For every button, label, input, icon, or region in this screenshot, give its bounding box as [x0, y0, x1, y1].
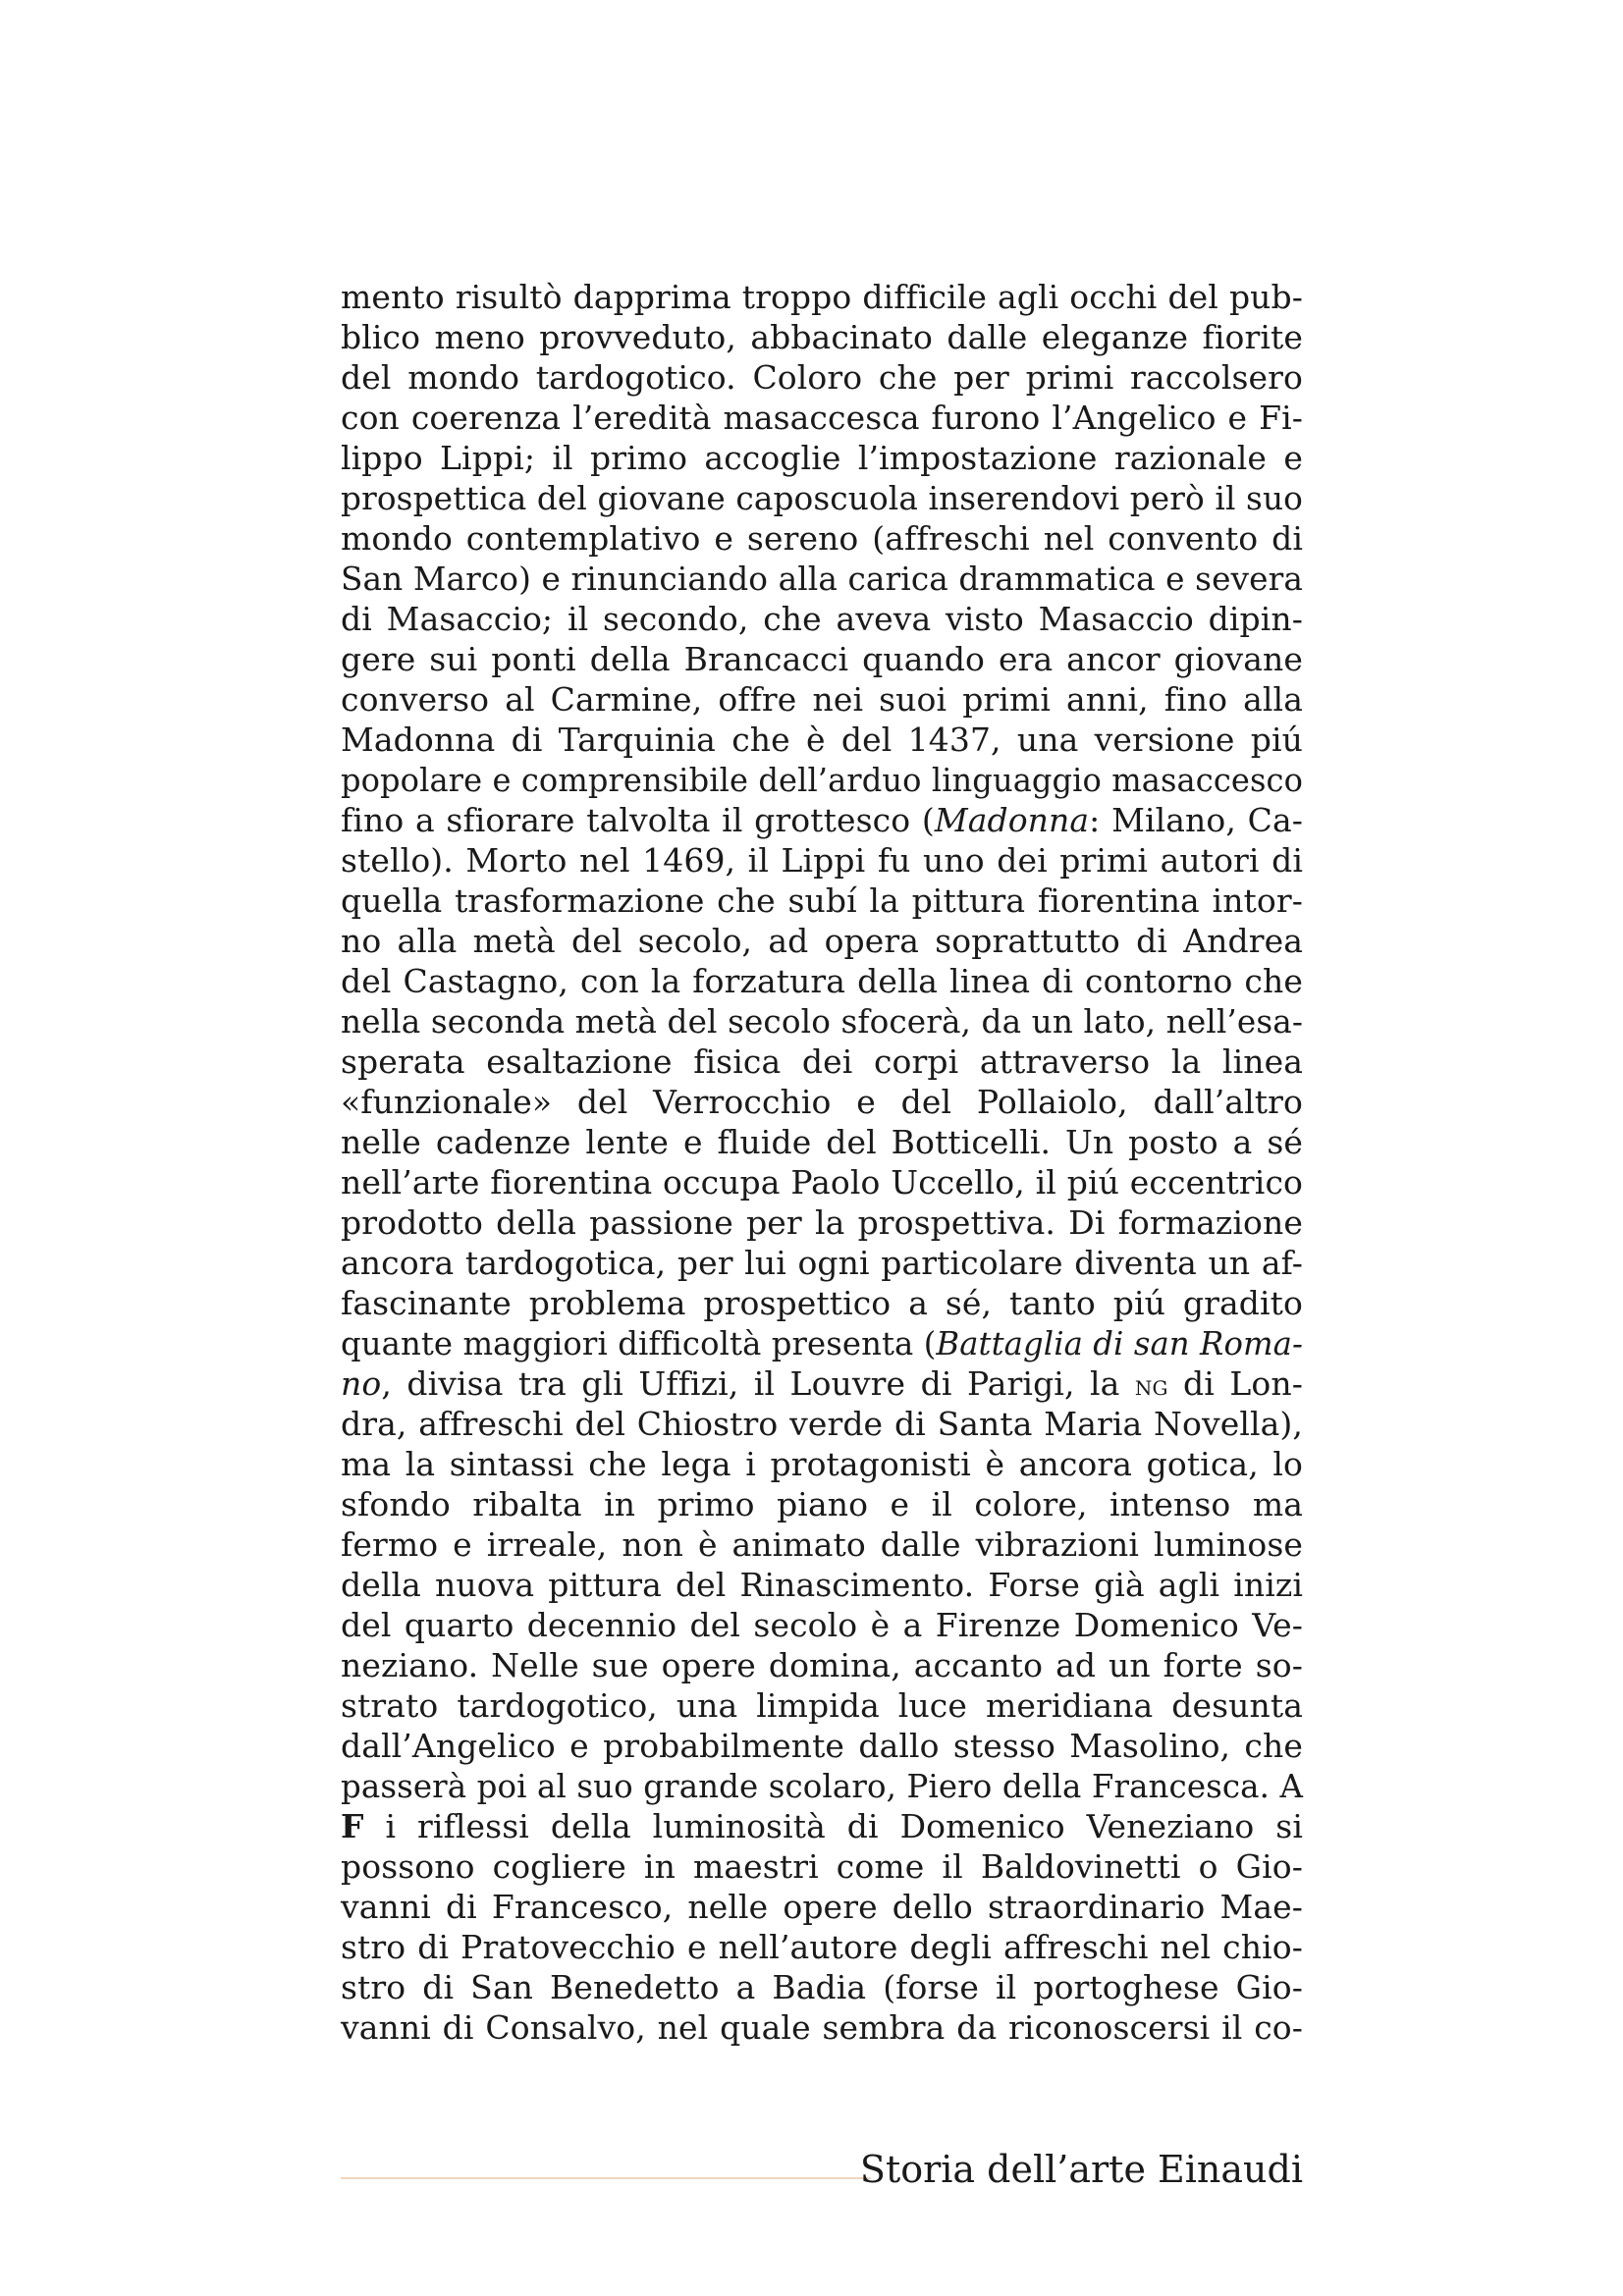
- text-segment: vanni di Consalvo, nel quale sembra da riconoscersi il co-: [341, 2008, 1303, 2047]
- text-line: [341, 1444, 1303, 1484]
- text-line: [341, 438, 1303, 478]
- text-segment: stro di San Benedetto a Badia (forse il portoghese Gio-: [341, 1968, 1303, 2006]
- text-segment: , divisa tra gli Uffizi, il Louvre di Parigi, la: [381, 1364, 1135, 1403]
- text-segment: dra, affreschi del Chiostro verde di Santa Maria Novella),: [341, 1405, 1303, 1443]
- text-line: [341, 760, 1303, 800]
- text-line: [341, 1726, 1303, 1766]
- footer-rule: [341, 2177, 871, 2179]
- text-segment: converso al Carmine, offre nei suoi primi anni, fino alla: [341, 680, 1303, 719]
- text-line: [341, 881, 1303, 921]
- text-line: [341, 599, 1303, 639]
- text-segment: mondo contemplativo e sereno (affreschi nel convento di: [341, 519, 1303, 558]
- text-line: [341, 478, 1303, 518]
- text-line: [341, 1927, 1303, 1967]
- text-segment: di Lon-: [1167, 1364, 1303, 1403]
- footer-title: Storia dell’arte Einaudi: [859, 2148, 1303, 2191]
- italic-text: Madonna: [934, 801, 1090, 839]
- text-line: [341, 1806, 1303, 1846]
- text-line: [341, 1283, 1303, 1323]
- text-segment: ma la sintassi che lega i protagonisti è ancora gotica, lo: [341, 1445, 1303, 1483]
- text-line: [341, 921, 1303, 961]
- text-line: [341, 1082, 1303, 1122]
- text-segment: nell’arte fiorentina occupa Paolo Uccello, il piú eccentrico: [341, 1163, 1303, 1201]
- text-line: [341, 1484, 1303, 1524]
- text-segment: prodotto della passione per la prospettiva. Di formazione: [341, 1203, 1303, 1242]
- text-segment: sfondo ribalta in primo piano e il colore, intenso ma: [341, 1485, 1303, 1523]
- text-segment: stro di Pratovecchio e nell’autore degli affreschi nel chio-: [341, 1928, 1303, 1966]
- text-segment: quella trasformazione che subí la pittura fiorentina intor-: [341, 881, 1303, 920]
- text-line: [341, 961, 1303, 1001]
- body-text: [341, 277, 1303, 2048]
- text-line: [341, 357, 1303, 398]
- text-segment: fermo e irreale, non è animato dalle vibrazioni luminose: [341, 1525, 1303, 1564]
- text-line: [341, 1605, 1303, 1645]
- text-line: [341, 559, 1303, 599]
- text-segment: no alla metà del secolo, ad opera soprattutto di Andrea: [341, 922, 1303, 960]
- small-caps-text: ng: [1134, 1369, 1168, 1402]
- text-segment: stello). Morto nel 1469, il Lippi fu uno dei primi autori di: [341, 841, 1303, 880]
- text-segment: della nuova pittura del Rinascimento. Forse già agli inizi: [341, 1566, 1303, 1604]
- text-line: [341, 398, 1303, 438]
- text-segment: vanni di Francesco, nelle opere dello straordinario Mae-: [341, 1888, 1303, 1926]
- text-segment: ancora tardogotica, per lui ogni particolare diventa un af-: [341, 1244, 1303, 1282]
- text-line: [341, 1202, 1303, 1243]
- text-segment: dall’Angelico e probabilmente dallo stesso Masolino, che: [341, 1727, 1303, 1765]
- text-segment: nelle cadenze lente e fluide del Botticelli. Un posto a sé: [341, 1123, 1303, 1161]
- text-segment: di Masaccio; il secondo, che aveva visto Masaccio dipin-: [341, 600, 1303, 638]
- text-segment: nella seconda metà del secolo sfocerà, da un lato, nell’esa-: [341, 1002, 1303, 1041]
- text-line: [341, 1766, 1303, 1806]
- text-line: [341, 800, 1303, 840]
- text-line: [341, 1323, 1303, 1363]
- text-segment: del Castagno, con la forzatura della linea di contorno che: [341, 962, 1303, 1000]
- text-line: [341, 277, 1303, 317]
- text-segment: : Milano, Ca-: [1089, 801, 1303, 839]
- italic-text: Battaglia di san Roma-: [936, 1324, 1303, 1362]
- text-segment: fino a sfiorare talvolta il grottesco (: [341, 801, 935, 839]
- text-line: [341, 1967, 1303, 2007]
- text-line: [341, 317, 1303, 357]
- text-segment: con coerenza l’eredità masaccesca furono l’Angelico e Fi-: [341, 399, 1303, 437]
- text-segment: i riflessi della luminosità di Domenico Veneziano si: [363, 1807, 1303, 1845]
- text-segment: San Marco) e rinunciando alla carica drammatica e severa: [341, 560, 1303, 598]
- text-line: [341, 840, 1303, 881]
- text-line: [341, 1041, 1303, 1082]
- text-segment: Madonna di Tarquinia che è del 1437, una versione piú: [341, 721, 1303, 759]
- text-line: [341, 679, 1303, 720]
- text-segment: del quarto decennio del secolo è a Firenze Domenico Ve-: [341, 1606, 1303, 1644]
- text-segment: prospettica del giovane caposcuola inserendovi però il suo: [341, 479, 1303, 517]
- text-line: [341, 1887, 1303, 1927]
- page-footer: [341, 2150, 1303, 2189]
- text-segment: lippo Lippi; il primo accoglie l’impostazione razionale e: [341, 439, 1303, 477]
- text-segment: blico meno provveduto, abbacinato dalle eleganze fiorite: [341, 318, 1303, 356]
- text-line: [341, 1162, 1303, 1202]
- text-segment: gere sui ponti della Brancacci quando era ancor giovane: [341, 640, 1303, 678]
- text-line: [341, 1122, 1303, 1162]
- text-segment: mento risultò dapprima troppo difficile agli occhi del pub-: [341, 278, 1303, 316]
- text-line: [341, 1846, 1303, 1887]
- text-segment: neziano. Nelle sue opere domina, accanto ad un forte so-: [341, 1646, 1303, 1684]
- text-line: [341, 720, 1303, 760]
- text-segment: quante maggiori difficoltà presenta (: [341, 1324, 937, 1362]
- text-segment: fascinante problema prospettico a sé, tanto piú gradito: [341, 1284, 1303, 1322]
- text-segment: sperata esaltazione fisica dei corpi attraverso la linea: [341, 1042, 1303, 1081]
- text-line: [341, 518, 1303, 559]
- text-segment: popolare e comprensibile dell’arduo linguaggio masaccesco: [341, 761, 1303, 799]
- text-segment: possono cogliere in maestri come il Baldovinetti o Gio-: [341, 1847, 1303, 1886]
- text-segment: «funzionale» del Verrocchio e del Pollaiolo, dall’altro: [341, 1083, 1303, 1121]
- text-line: [341, 2007, 1303, 2048]
- text-line: [341, 1243, 1303, 1283]
- text-segment: passerà poi al suo grande scolaro, Piero della Francesca. A: [341, 1767, 1303, 1805]
- text-line: [341, 1404, 1303, 1444]
- text-line: [341, 1524, 1303, 1565]
- text-line: [341, 639, 1303, 679]
- text-line: [341, 1645, 1303, 1685]
- text-segment: del mondo tardogotico. Coloro che per primi raccolsero: [341, 358, 1303, 397]
- text-line: [341, 1565, 1303, 1605]
- bold-text: F: [341, 1807, 364, 1845]
- italic-text: no: [341, 1364, 382, 1403]
- text-line: [341, 1363, 1303, 1404]
- text-segment: strato tardogotico, una limpida luce meridiana desunta: [341, 1686, 1303, 1725]
- text-line: [341, 1685, 1303, 1726]
- text-line: [341, 1001, 1303, 1041]
